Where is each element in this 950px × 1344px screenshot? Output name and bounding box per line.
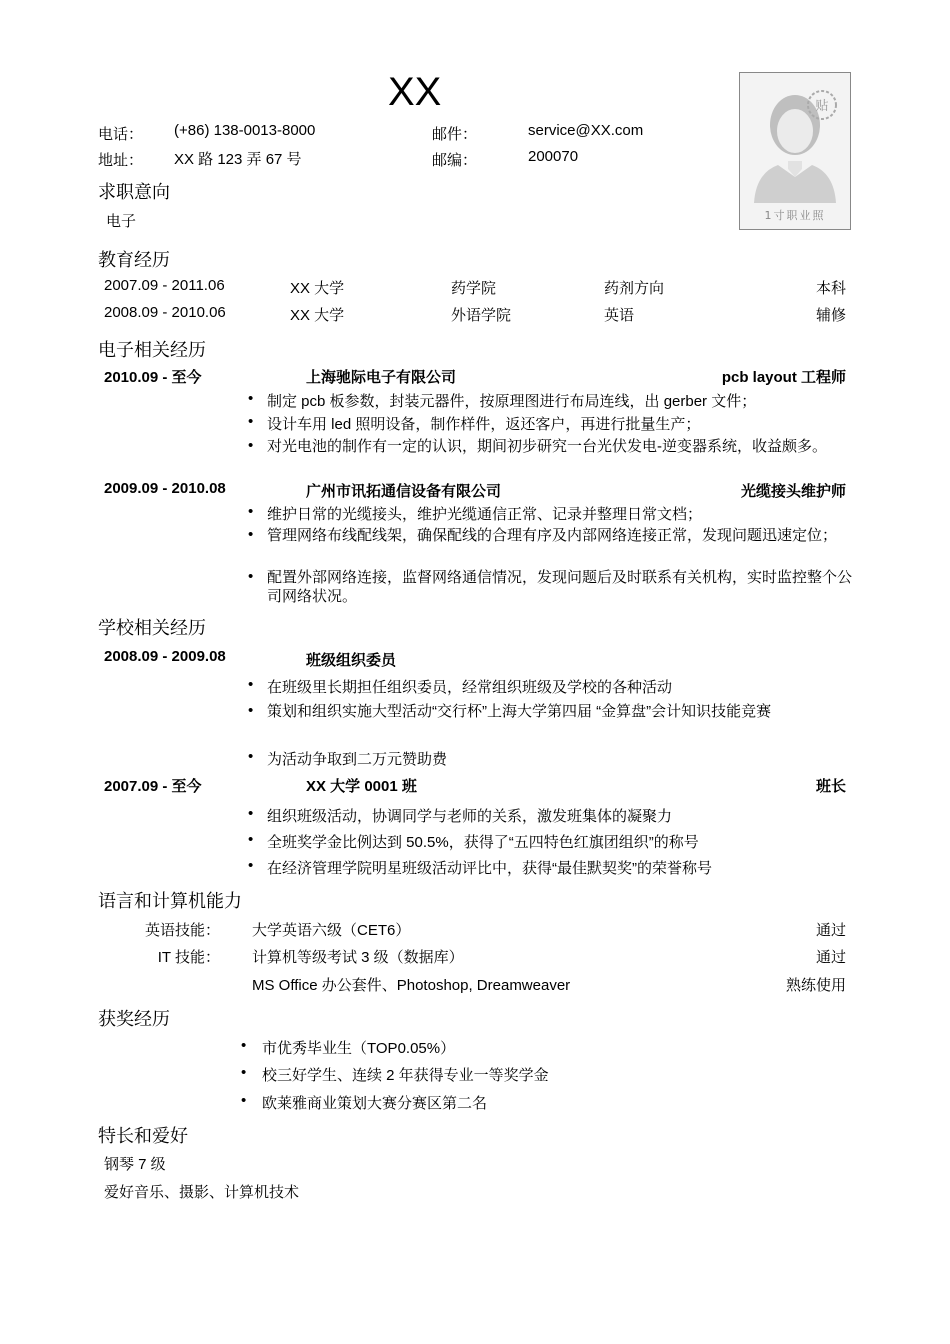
objective-heading: 求职意向: [98, 182, 170, 202]
education-degree: 辅修: [815, 307, 846, 324]
photo-caption: 1寸职业照: [764, 209, 826, 222]
photo-stamp: 贴: [815, 99, 829, 114]
job-duty: 配置外部网络连接，监督网络通信情况，发现问题后及时联系有关机构，实时监控整个公司网络状况。: [267, 569, 853, 605]
education-school: XX 大学: [290, 280, 345, 297]
email-label: 邮件：: [432, 126, 478, 143]
education-school: XX 大学: [290, 307, 345, 324]
school-role: 班长: [815, 778, 846, 795]
address-value: XX 路 123 弄 67 号: [174, 151, 302, 168]
bullet-icon: •: [248, 568, 254, 585]
bullet-icon: •: [248, 526, 254, 543]
bullet-icon: •: [248, 748, 254, 765]
school-item: 组织班级活动，协调同学与老师的关系，激发班集体的凝聚力: [267, 808, 673, 825]
email-value: service@XX.com: [528, 122, 644, 139]
school-heading: 学校相关经历: [98, 618, 206, 638]
skills-heading: 语言和计算机能力: [98, 891, 242, 911]
school-org: 班级组织委员: [306, 652, 397, 669]
awards-heading: 获奖经历: [98, 1009, 170, 1029]
job-date: 2009.09 - 2010.08: [104, 480, 226, 497]
job-company: 广州市讯拓通信设备有限公司: [306, 483, 502, 500]
person-silhouette-icon: [740, 73, 850, 229]
objective-value: 电子: [106, 213, 137, 230]
school-item: 在经济管理学院明星班级活动评比中，获得“最佳默契奖”的荣誉称号: [267, 860, 712, 877]
education-date: 2008.09 - 2010.06: [104, 304, 226, 321]
job-role: 光缆接头维护师: [740, 483, 846, 500]
hobbies-heading: 特长和爱好: [98, 1126, 188, 1146]
bullet-icon: •: [248, 437, 254, 454]
profile-photo: [739, 72, 851, 230]
bullet-icon: •: [241, 1064, 247, 1081]
education-date: 2007.09 - 2011.06: [104, 277, 225, 294]
bullet-icon: •: [248, 503, 254, 520]
school-item: 为活动争取到二万元赞助费: [267, 751, 448, 768]
bullet-icon: •: [248, 702, 254, 719]
bullet-icon: •: [241, 1037, 247, 1054]
bullet-icon: •: [248, 676, 254, 693]
skill-label: 英语技能：: [144, 922, 220, 939]
phone-label: 电话：: [98, 126, 144, 143]
zip-label: 邮编：: [432, 152, 478, 169]
award-item: 市优秀毕业生（TOP0.05%）: [262, 1040, 456, 1057]
school-date: 2008.09 - 2009.08: [104, 648, 226, 665]
school-org: XX 大学 0001 班: [306, 778, 417, 795]
skill-level: 通过: [815, 949, 846, 966]
job-duty: 管理网络布线配线架，确保配线的合理有序及内部网络连接正常，发现问题迅速定位；: [267, 527, 838, 544]
skill-label: IT 技能：: [157, 949, 220, 966]
award-item: 欧莱雅商业策划大赛分赛区第二名: [262, 1095, 488, 1112]
education-major: 英语: [604, 307, 635, 324]
bullet-icon: •: [248, 857, 254, 874]
school-date: 2007.09 - 至今: [104, 778, 202, 795]
school-item: 策划和组织实施大型活动“交行杯”上海大学第四届 “金算盘”会计知识技能竞赛: [267, 703, 772, 720]
skill-level: 熟练使用: [785, 977, 846, 994]
job-company: 上海驰际电子有限公司: [306, 369, 457, 386]
bullet-icon: •: [248, 831, 254, 848]
job-duty: 对光电池的制作有一定的认识，期间初步研究一台光伏发电-逆变器系统，收益颇多。: [267, 438, 827, 455]
job-date: 2010.09 - 至今: [104, 369, 202, 386]
zip-value: 200070: [528, 148, 579, 165]
job-duty: 维护日常的光缆接头，维护光缆通信正常、记录并整理日常文档；: [267, 506, 703, 523]
bullet-icon: •: [248, 390, 254, 407]
skill-desc: 大学英语六级（CET6）: [252, 922, 411, 939]
award-item: 校三好学生、连续 2 年获得专业一等奖学金: [262, 1067, 549, 1084]
skill-level: 通过: [815, 922, 846, 939]
education-major: 药剂方向: [604, 280, 665, 297]
job-role: pcb layout 工程师: [721, 369, 846, 386]
skill-desc: MS Office 办公套件、Photoshop, Dreamweaver: [252, 977, 571, 994]
school-item: 在班级里长期担任组织委员，经常组织班级及学校的各种活动: [267, 679, 673, 696]
skill-desc: 计算机等级考试 3 级（数据库）: [252, 949, 464, 966]
hobby-item: 爱好音乐、摄影、计算机技术: [104, 1184, 300, 1201]
school-item: 全班奖学金比例达到 50.5%，获得了“五四特色红旗团组织”的称号: [267, 834, 699, 851]
phone-value: (+86) 138-0013-8000: [174, 122, 316, 139]
education-college: 外语学院: [451, 307, 512, 324]
education-heading: 教育经历: [98, 250, 170, 270]
address-label: 地址：: [98, 152, 144, 169]
work-heading: 电子相关经历: [98, 340, 206, 360]
job-duty: 设计车用 led 照明设备，制作样件，返还客户，再进行批量生产；: [267, 416, 701, 433]
education-degree: 本科: [815, 280, 846, 297]
bullet-icon: •: [248, 413, 254, 430]
job-duty: 制定 pcb 板参数，封装元器件，按原理图进行布局连线，出 gerber 文件；: [267, 393, 757, 410]
bullet-icon: •: [241, 1092, 247, 1109]
bullet-icon: •: [248, 805, 254, 822]
education-college: 药学院: [451, 280, 497, 297]
hobby-item: 钢琴 7 级: [104, 1156, 166, 1173]
resume-name: XX: [388, 70, 442, 114]
